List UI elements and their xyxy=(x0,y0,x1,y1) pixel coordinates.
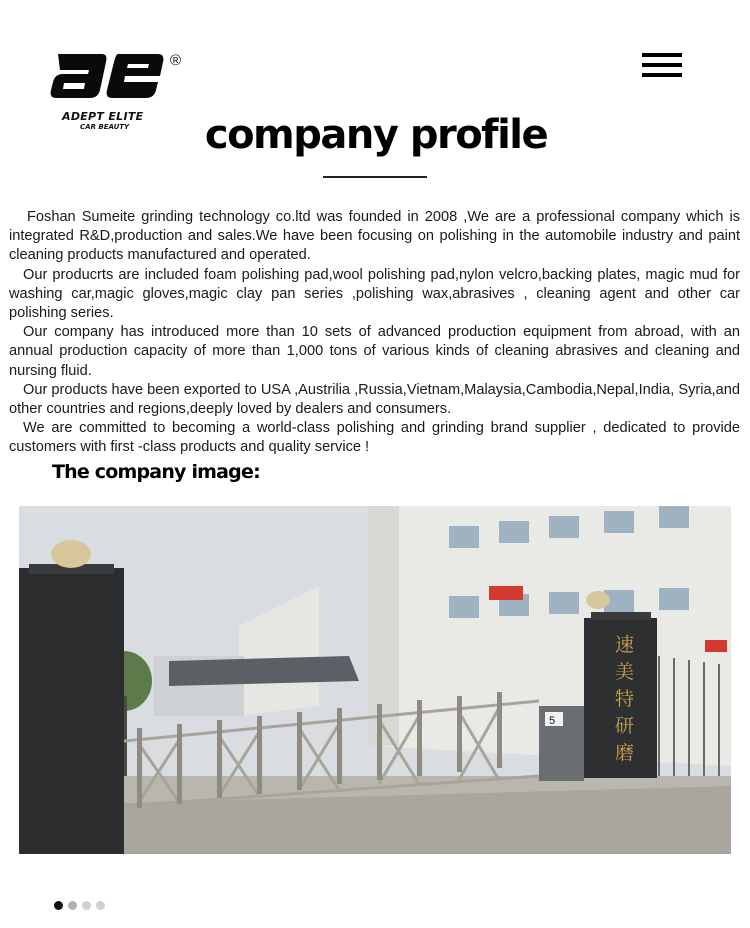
logo-text-adept-elite: ADEPT ELITE xyxy=(62,110,144,123)
registered-mark: ® xyxy=(170,52,182,69)
company-image-heading: The company image: xyxy=(52,461,260,483)
intro-paragraph: Our products have been exported to USA ,Austrilia ,Russia,Vietnam,Malaysia,Cambodia,Nepal,India, Syria,and other countries and regions,deeply loved by dealers and consumers. xyxy=(9,381,740,418)
menu-bar xyxy=(642,53,682,57)
page-title: company profile xyxy=(204,112,548,158)
pillar-sign-char: 磨 xyxy=(615,742,635,764)
title-divider xyxy=(323,176,427,178)
factory-gate-illustration xyxy=(19,506,731,854)
pillar-sign-char: 美 xyxy=(615,661,635,683)
pillar-sign-char: 特 xyxy=(615,688,635,710)
carousel-pagination xyxy=(54,901,110,911)
intro-paragraph: We are committed to becoming a world-class polishing and grinding brand supplier , dedicated to provide customers with first -class products and quality service ! xyxy=(9,420,740,456)
intro-paragraph: Our company has introduced more than 10 sets of advanced production equipment from abroad, with an annual production capacity of more than 1,000 tons of various kinds of cleaning abrasives and cleaning and nursing fluid. xyxy=(9,324,740,379)
logo-text-car-beauty: CAR BEAUTY xyxy=(80,123,130,131)
gate-number: 5 xyxy=(549,715,556,727)
pillar-sign-char: 速 xyxy=(615,634,635,656)
menu-bar xyxy=(642,63,682,67)
intro-paragraph: Foshan Sumeite grinding technology co.ltd was founded in 2008 ,We are a professional company which is integrated R&D,production and sales.We have been focusing on polishing in the automobile industry and paint cleaning products manufactured and operated. xyxy=(9,209,740,264)
ae-logo-mark xyxy=(50,52,165,100)
intro-paragraph: Our producrts are included foam polishing pad,wool polishing pad,nylon velcro,backing plates, magic mud for washing car,magic gloves,magic clay pan series ,polishing wax,abrasives , cleaning agent and other car polishing series. xyxy=(9,266,740,322)
hamburger-icon[interactable] xyxy=(642,53,682,79)
carousel-dot-1[interactable] xyxy=(54,901,63,910)
pillar-sign-char: 研 xyxy=(615,715,635,737)
carousel-dot-4[interactable] xyxy=(96,901,105,910)
company-image-photo[interactable] xyxy=(19,506,731,854)
carousel-dot-2[interactable] xyxy=(68,901,77,910)
menu-bar xyxy=(642,73,682,77)
company-description xyxy=(9,208,740,458)
carousel-dot-3[interactable] xyxy=(82,901,91,910)
